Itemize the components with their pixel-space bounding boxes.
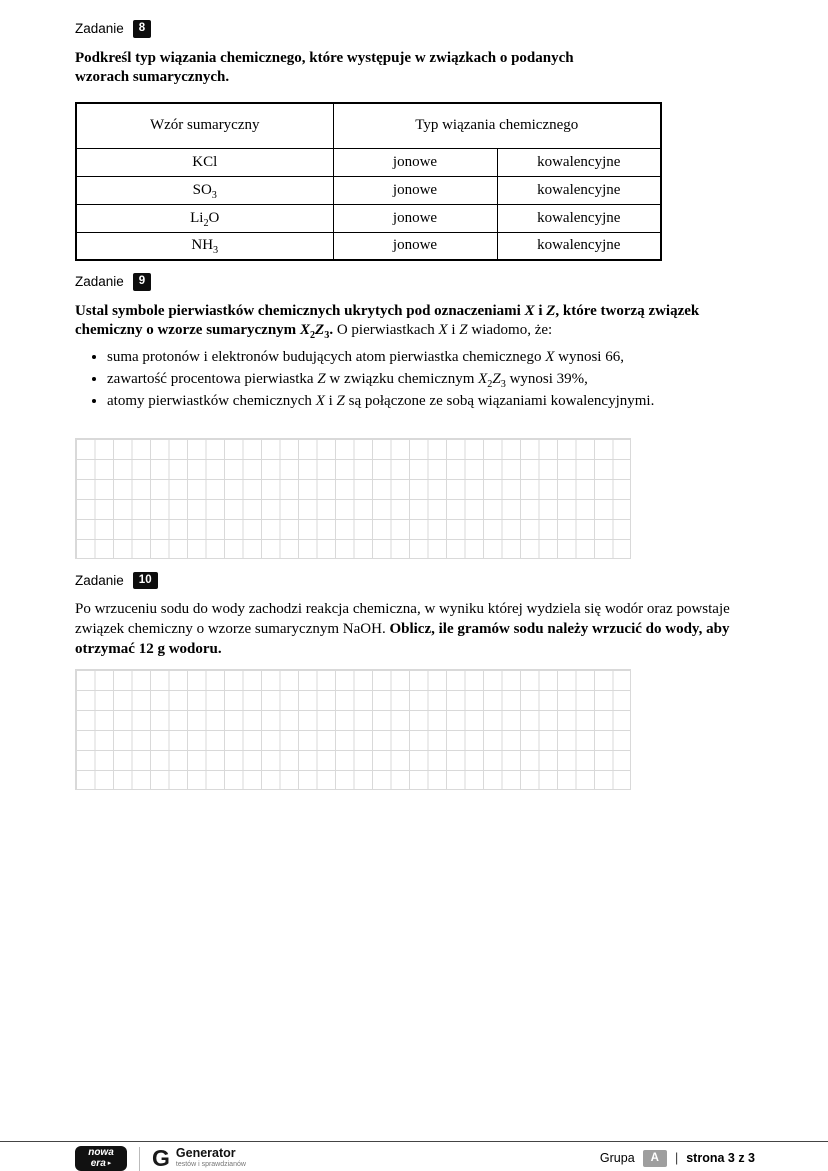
task10-number-badge: 10 bbox=[133, 572, 158, 590]
covalent-option[interactable]: kowalencyjne bbox=[497, 204, 661, 232]
generator-subtitle: testów i sprawdzianów bbox=[175, 1161, 246, 1169]
table-header-row bbox=[76, 103, 661, 148]
brand-bottom-text: era bbox=[90, 1157, 106, 1169]
covalent-option[interactable]: kowalencyjne bbox=[497, 232, 661, 260]
task8-prompt: Podkreśl typ wiązania chemicznego, które występuje w związkach o podanych wzorach sumarycznych. bbox=[75, 49, 574, 86]
task8-header bbox=[75, 20, 755, 38]
ionic-option[interactable]: jonowe bbox=[333, 204, 497, 232]
task8-number-badge: 8 bbox=[133, 20, 151, 38]
formula-cell: $NH_3$ bbox=[76, 232, 333, 260]
formula-cell: KCl bbox=[76, 148, 333, 176]
group-label: Grupa bbox=[599, 1151, 635, 1166]
footer-vertical-divider bbox=[139, 1147, 140, 1171]
formula-cell: $Li_2O$ bbox=[76, 204, 333, 232]
list-item: • suma protonów i elektronów budujących atom pierwiastka chemicznego X wynosi 66, bbox=[107, 348, 744, 368]
covalent-option[interactable]: kowalencyjne bbox=[497, 148, 661, 176]
table-row bbox=[76, 232, 661, 260]
bonding-table bbox=[75, 102, 662, 261]
generator-title: Generator bbox=[175, 1146, 236, 1161]
list-item: • zawartość procentowa pierwiastka Z w związku chemicznym $X_2Z_3$ wynosi 39%, bbox=[107, 370, 744, 390]
task9-answer-grid[interactable] bbox=[75, 438, 631, 559]
task9-header bbox=[75, 273, 755, 291]
table-header-formula: Wzór sumaryczny bbox=[76, 103, 333, 148]
list-item: • atomy pierwiastków chemicznych X i Z są połączone ze sobą wiązaniami kowalencyjnymi. bbox=[107, 392, 744, 412]
footer-separator: | bbox=[674, 1151, 679, 1166]
nowa-era-logo bbox=[75, 1146, 127, 1171]
task10-header bbox=[75, 572, 755, 590]
page-number: strona 3 z 3 bbox=[686, 1151, 755, 1166]
task9-prompt: Ustal symbole pierwiastków chemicznych ukrytych pod oznaczeniami X i Z, które tworzą związek chemiczny o wzorze sumarycznym $X_2Z_3$. O pierwiastkach X i Z wiadomo, że: bbox=[75, 302, 700, 342]
ionic-option[interactable]: jonowe bbox=[333, 232, 497, 260]
task10-prompt: Po wrzuceniu sodu do wody zachodzi reakcja chemiczna, w wyniku której wydziela się wodór oraz powstaje związek chemiczny o wzorze sumarycznym NaOH. Oblicz, ile gramów sodu należy wrzucić do wody, aby otrzymać 12 g wodoru. bbox=[75, 601, 730, 657]
group-badge: A bbox=[643, 1150, 667, 1167]
brand-top-text: nowa bbox=[88, 1147, 114, 1158]
task9-label: Zadanie bbox=[75, 274, 124, 290]
table-row bbox=[76, 176, 661, 204]
task9-bullet-list bbox=[89, 348, 744, 411]
ionic-option[interactable]: jonowe bbox=[333, 148, 497, 176]
generator-g-icon: G bbox=[152, 1145, 170, 1171]
table-row bbox=[76, 204, 661, 232]
formula-cell: $SO_3$ bbox=[76, 176, 333, 204]
arrow-icon: ▸ bbox=[107, 1160, 112, 1168]
covalent-option[interactable]: kowalencyjne bbox=[497, 176, 661, 204]
table-header-bond-type: Typ wiązania chemicznego bbox=[333, 103, 661, 148]
task10-label: Zadanie bbox=[75, 572, 124, 588]
task9-number-badge: 9 bbox=[133, 273, 151, 291]
table-row bbox=[76, 148, 661, 176]
page-footer bbox=[0, 1141, 828, 1171]
task10-answer-grid[interactable] bbox=[75, 669, 631, 790]
task8-label: Zadanie bbox=[75, 21, 124, 37]
generator-logo bbox=[152, 1147, 246, 1170]
ionic-option[interactable]: jonowe bbox=[333, 176, 497, 204]
